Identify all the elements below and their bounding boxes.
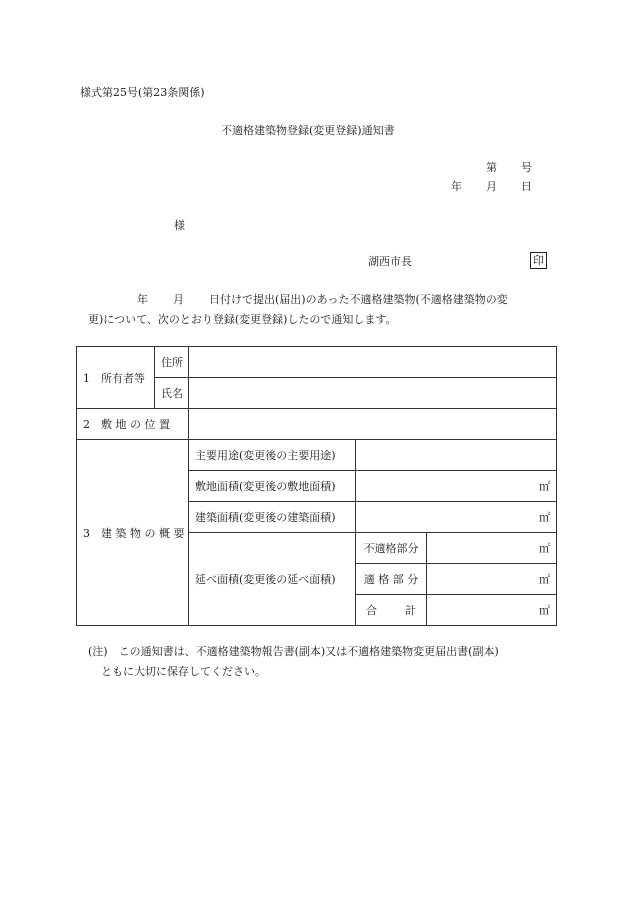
site-location-field[interactable] (189, 409, 557, 440)
owner-address-field[interactable] (189, 347, 557, 378)
total-label (356, 595, 427, 626)
info-table (76, 346, 557, 626)
conforming-unit[interactable]: ㎡ (427, 564, 557, 595)
document-title: 不適格建築物登録(変更登録)通知書 (221, 124, 395, 137)
total-unit[interactable]: ㎡ (427, 595, 557, 626)
total-label-b: 計 (405, 604, 416, 617)
note-line1: (注) この通知書は、不適格建築物報告書(副本)又は不適格建築物変更届出書(副本) (88, 645, 499, 658)
main-use-label: 主要用途(変更後の主要用途) (189, 440, 356, 471)
nonconforming-label: 不適格部分 (356, 533, 427, 564)
sender-name: 湖西市長 (368, 255, 412, 268)
conforming-label: 適 格 部 分 (356, 564, 427, 595)
main-use-field[interactable] (356, 440, 557, 471)
total-label-a: 合 (366, 604, 377, 617)
doc-number-dai: 第 (486, 161, 497, 174)
form-number: 様式第25号(第23条関係) (80, 86, 205, 99)
owner-address-label: 住所 (155, 347, 189, 378)
seal-stamp: 印 (530, 252, 547, 269)
date-day: 日 (521, 180, 532, 193)
date-month: 月 (486, 180, 497, 193)
body-year: 年 (137, 293, 148, 306)
doc-number-go: 号 (521, 161, 532, 174)
site-location-label: 2 敷 地 の 位 置 (77, 409, 189, 440)
addressee-suffix: 様 (174, 219, 185, 232)
building-area-label: 建築面積(変更後の建築面積) (189, 502, 356, 533)
floor-area-label: 延べ面積(変更後の延べ面積) (189, 533, 356, 626)
owner-label: 1 所有者等 (77, 347, 155, 409)
owner-name-label: 氏名 (155, 378, 189, 409)
body-month: 月 (173, 293, 184, 306)
building-overview-label: 3 建 築 物 の 概 要 (77, 440, 189, 626)
note-line2: ともに大切に保存してください。 (101, 665, 266, 678)
body-line2: 更)について、次のとおり登録(変更登録)したので通知します。 (88, 313, 397, 326)
site-area-label: 敷地面積(変更後の敷地面積) (189, 471, 356, 502)
nonconforming-unit[interactable]: ㎡ (427, 533, 557, 564)
owner-name-field[interactable] (189, 378, 557, 409)
building-area-unit[interactable]: ㎡ (356, 502, 557, 533)
site-area-unit[interactable]: ㎡ (356, 471, 557, 502)
body-line1: 日付けで提出(届出)のあった不適格建築物(不適格建築物の変 (209, 293, 508, 306)
date-year: 年 (451, 180, 462, 193)
